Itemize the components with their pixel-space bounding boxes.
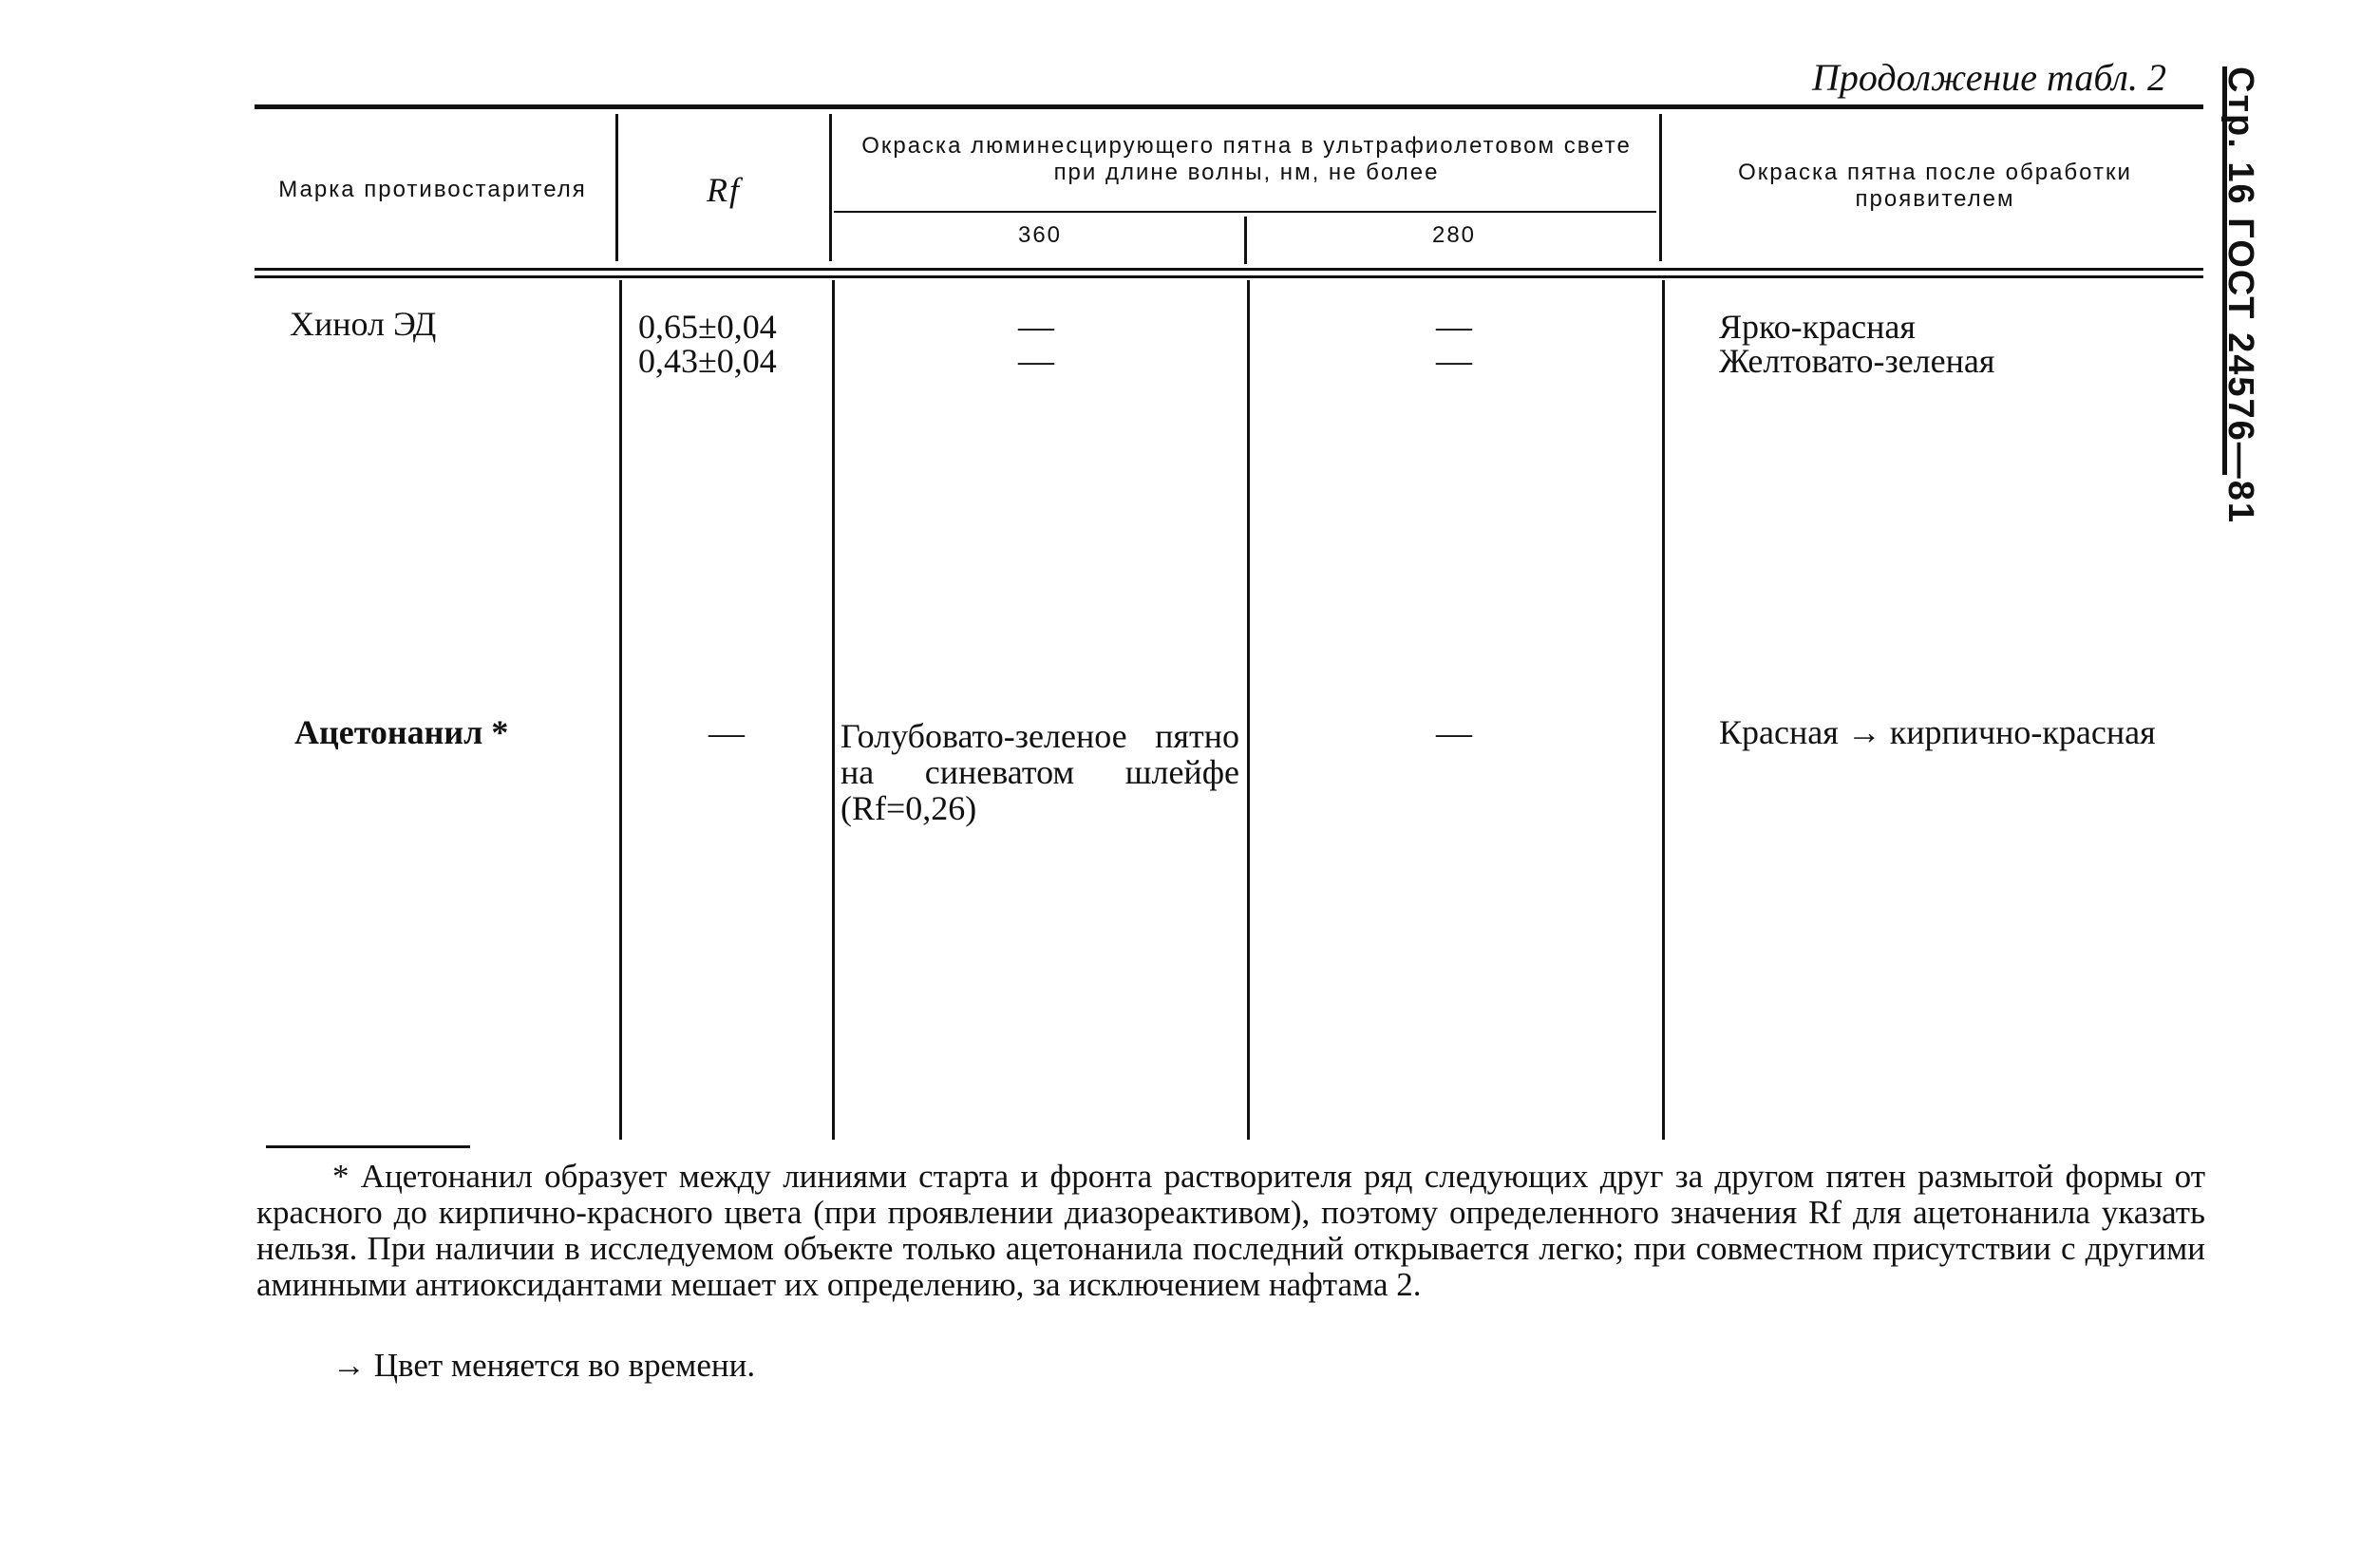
column-divider-1 (615, 114, 618, 261)
row1-rf-line1: 0,65±0,04 (638, 308, 777, 346)
row1-rf-line2: 0,43±0,04 (638, 342, 777, 380)
row1-uv280-line1: — (1436, 307, 1472, 347)
header-brand: Марка противостарителя (278, 177, 587, 202)
row2-developer: Красная → кирпично-красная (1719, 713, 2156, 751)
header-developer: Окраска пятна после обработки проявителем (1738, 160, 2132, 212)
row1-brand: Хинол ЭД (290, 305, 437, 343)
header-uv-360: 360 (1017, 222, 1063, 248)
footnote-asterisk (256, 1159, 2205, 1303)
row2-uv280: — (1436, 713, 1472, 753)
uv-subheader-rule (834, 211, 1656, 213)
header-uv-group: Окраска люминесцирующего пятна в ультрафиолетовом свете при длине волны, нм, не более (861, 133, 1632, 185)
body-divider-2 (832, 280, 835, 1140)
footnote-asterisk-text: * Ацетонанил образует между линиями старта и фронта растворителя ряд следующих друг за другом пятен размытой формы от красного до кирпично-красного цвета (при проявлении диазореактивом), поэтому определенного значения Rf для ацетонанила указать нельзя. При наличии в исследуемом объекте только ацетонанила последний открывается легко; при совместном присутствии с другими аминными антиоксидантами мешает их определению, за исключением нафтама 2. (256, 1158, 2205, 1303)
continuation-label: Продолжение табл. 2 (1811, 56, 2166, 99)
column-divider-4 (1659, 114, 1662, 261)
side-page-header (2220, 66, 2279, 525)
header-bottom-rule-1 (255, 268, 2203, 271)
row2-rf: — (708, 713, 745, 753)
header-bottom-rule-2 (255, 275, 2203, 278)
row1-uv360-line2: — (1018, 341, 1054, 381)
side-header-text: Стр. 16 ГОСТ 24576—81 (2220, 66, 2260, 525)
row2-uv360: Голубовато-зеленое пятно на синеватом шлейфе (Rf=0,26) (841, 717, 1239, 827)
header-rf: Rf (707, 171, 741, 209)
body-divider-1 (619, 280, 622, 1140)
row1-uv280-line2: — (1436, 341, 1472, 381)
row1-developer-line2: Желтовато-зеленая (1719, 342, 1995, 380)
row1-uv360-line1: — (1018, 307, 1054, 347)
row2-brand: Ацетонанил * (294, 713, 509, 751)
footnote-rule (266, 1145, 470, 1148)
column-divider-2 (829, 114, 832, 261)
body-divider-4 (1662, 280, 1665, 1140)
table-top-rule (255, 104, 2203, 109)
header-uv-280: 280 (1431, 222, 1477, 248)
footnote-arrow: → Цвет меняется во времени. (332, 1347, 756, 1384)
row1-developer-line1: Ярко-красная (1719, 308, 1916, 346)
column-divider-3 (1244, 217, 1247, 264)
body-divider-3 (1247, 280, 1250, 1140)
